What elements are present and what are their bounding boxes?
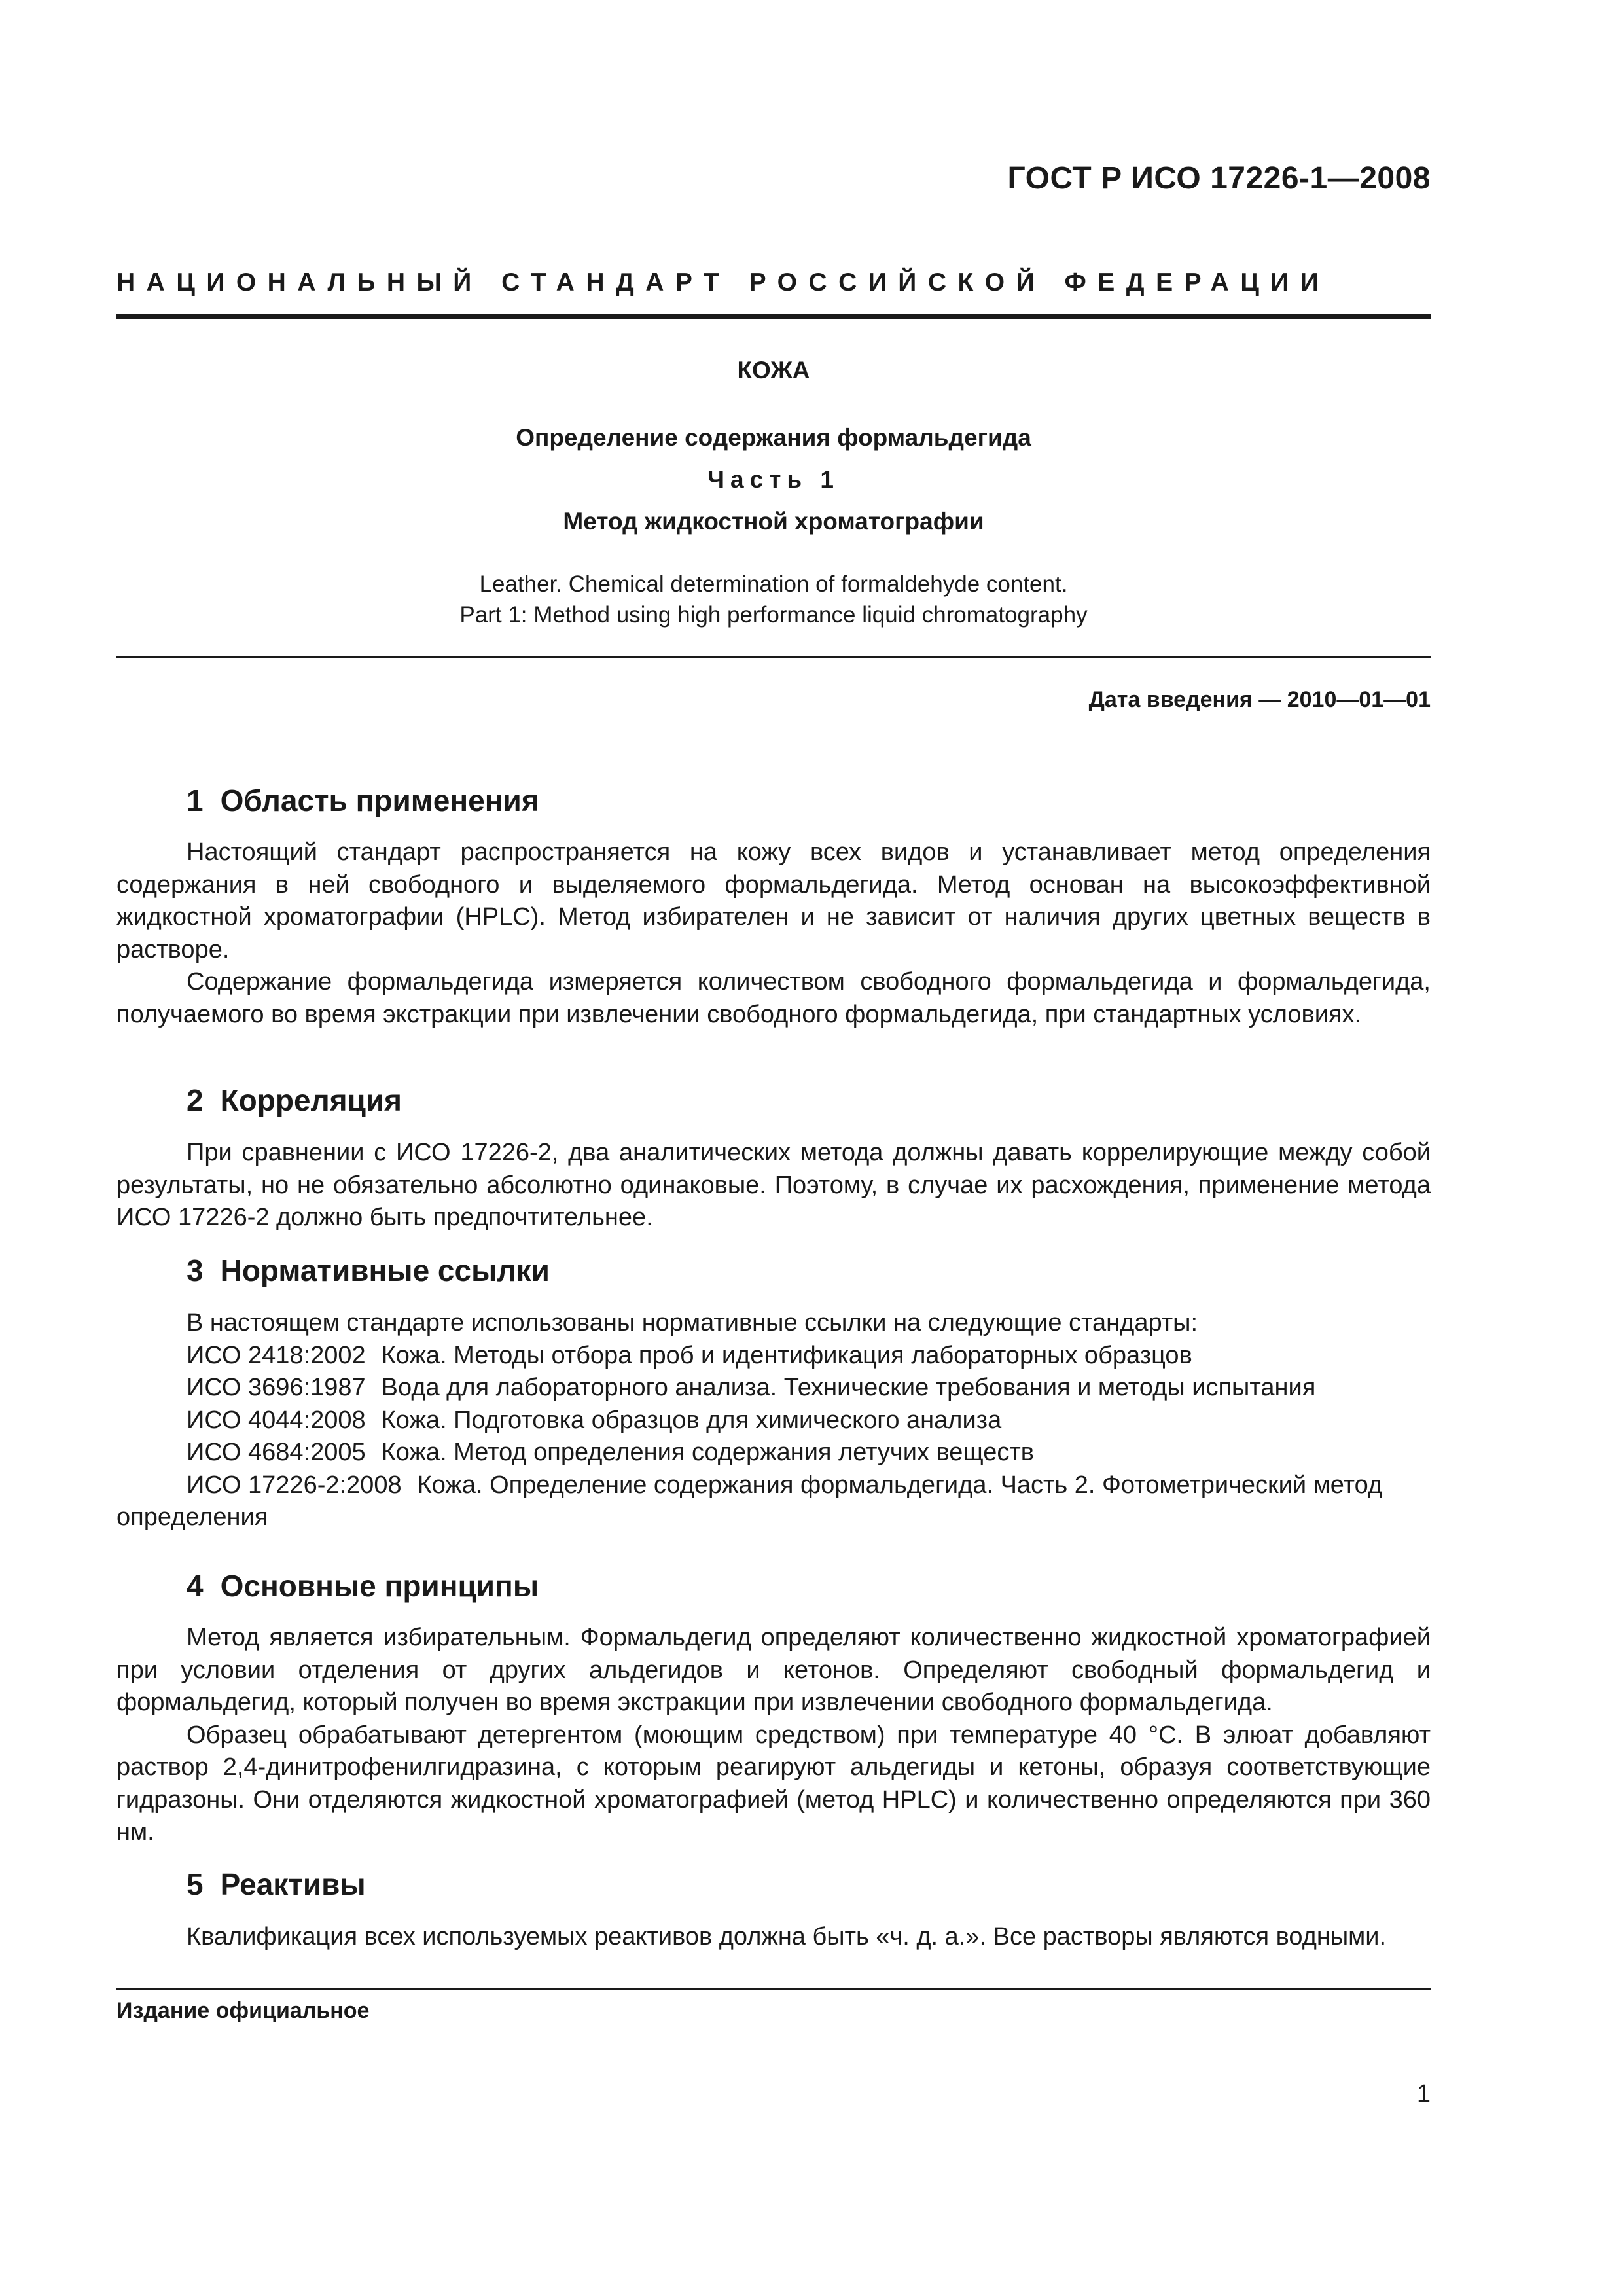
reference-text: Кожа. Подготовка образцов для химического анализа [381, 1406, 1002, 1434]
section-title: Основные принципы [220, 1569, 539, 1603]
introduction-date: Дата введения — 2010—01—01 [1088, 687, 1431, 712]
section-5-heading [187, 1867, 366, 1902]
reference-item [116, 1372, 1431, 1405]
section-number: 3 [187, 1253, 204, 1287]
section-title: Корреляция [220, 1083, 402, 1117]
english-title-line-1: Leather. Chemical determination of formaldehyde content. [479, 571, 1068, 597]
section-2-heading [187, 1083, 402, 1118]
official-edition-label: Издание официальное [116, 1998, 370, 2023]
reference-item [116, 1340, 1431, 1372]
reference-text: Вода для лабораторного анализа. Технические требования и методы испытания [381, 1374, 1316, 1401]
paragraph: Квалификация всех используемых реактивов должна быть «ч. д. а.». Все растворы являются водными. [187, 1923, 1387, 1950]
reference-text: Кожа. Определение содержания формальдегида. Часть 2. Фотометрический метод определения [116, 1471, 1383, 1531]
normative-references [116, 1307, 1431, 1534]
section-2-body [116, 1137, 1431, 1234]
references-intro: В настоящем стандарте использованы нормативные ссылки на следующие стандарты: [187, 1309, 1198, 1336]
paragraph: Настоящий стандарт распространяется на кожу всех видов и устанавливает метод определения содержания в ней свободного и выделяемого формальдегида. Метод основан на высокоэффективной жидкостной хроматографии (HPLC). Метод избирателен и не зависит от наличия других цветных веществ в растворе. [116, 838, 1431, 963]
reference-code: ИСО 4044:2008 [187, 1406, 366, 1434]
section-4-body [116, 1622, 1431, 1849]
document-subtitle: Определение содержания формальдегида [516, 424, 1031, 451]
reference-text: Кожа. Метод определения содержания летучих веществ [381, 1439, 1034, 1466]
section-1-heading [187, 783, 539, 818]
part-label: Часть 1 [707, 466, 840, 493]
section-4-heading [187, 1568, 539, 1604]
reference-code: ИСО 17226-2:2008 [187, 1471, 402, 1499]
section-1-body [116, 836, 1431, 1031]
section-title: Область применения [220, 783, 539, 817]
reference-text: Кожа. Методы отбора проб и идентификация лабораторных образцов [381, 1341, 1192, 1369]
page-number: 1 [1416, 2080, 1431, 2108]
reference-code: ИСО 4684:2005 [187, 1439, 366, 1466]
title-rule [116, 656, 1431, 658]
section-title: Нормативные ссылки [220, 1253, 550, 1287]
section-number: 4 [187, 1569, 204, 1603]
paragraph: При сравнении с ИСО 17226-2, два аналитических метода должны давать коррелирующие между собой результаты, но не обязательно абсолютно одинаковые. Поэтому, в случае их расхождения, применение метода ИСО 17226-2 должно быть предпочтительнее. [116, 1139, 1431, 1231]
reference-code: ИСО 3696:1987 [187, 1374, 366, 1401]
paragraph: Содержание формальдегида измеряется количеством свободного формальдегида и формальдегида, получаемого во время экстракции при извлечении свободного формальдегида, при стандартных условиях. [116, 968, 1431, 1028]
section-number: 2 [187, 1083, 204, 1117]
reference-item [116, 1405, 1431, 1437]
section-5-body [116, 1921, 1431, 1954]
reference-item [116, 1437, 1431, 1469]
national-standard-heading: НАЦИОНАЛЬНЫЙ СТАНДАРТ РОССИЙСКОЙ ФЕДЕРАЦИИ [116, 268, 1330, 296]
english-title-line-2: Part 1: Method using high performance liquid chromatography [459, 602, 1088, 628]
header-rule [116, 314, 1431, 319]
section-number: 1 [187, 783, 204, 817]
method-title: Метод жидкостной хроматографии [563, 508, 984, 535]
document-title: КОЖА [737, 357, 810, 384]
paragraph: Образец обрабатывают детергентом (моющим средством) при температуре 40 °C. В элюат добавляют раствор 2,4-динитрофенилгидразина, с которым реагируют альдегиды и кетоны, образуя соответствующие гидразоны. Они отделяются жидкостной хроматографией (метод HPLC) и количественно определяются при 360 нм. [116, 1721, 1431, 1846]
footer-rule [116, 1988, 1431, 1990]
section-number: 5 [187, 1867, 204, 1901]
section-title: Реактивы [220, 1867, 366, 1901]
document-code: ГОСТ Р ИСО 17226-1—2008 [1007, 161, 1431, 196]
reference-code: ИСО 2418:2002 [187, 1341, 366, 1369]
reference-item [116, 1469, 1431, 1534]
section-3-heading [187, 1253, 550, 1288]
paragraph: Метод является избирательным. Формальдегид определяют количественно жидкостной хроматографией при условии отделения от других альдегидов и кетонов. Определяют свободный формальдегид и формальдегид, который получен во время экстракции при извлечении свободного формальдегида. [116, 1624, 1431, 1716]
